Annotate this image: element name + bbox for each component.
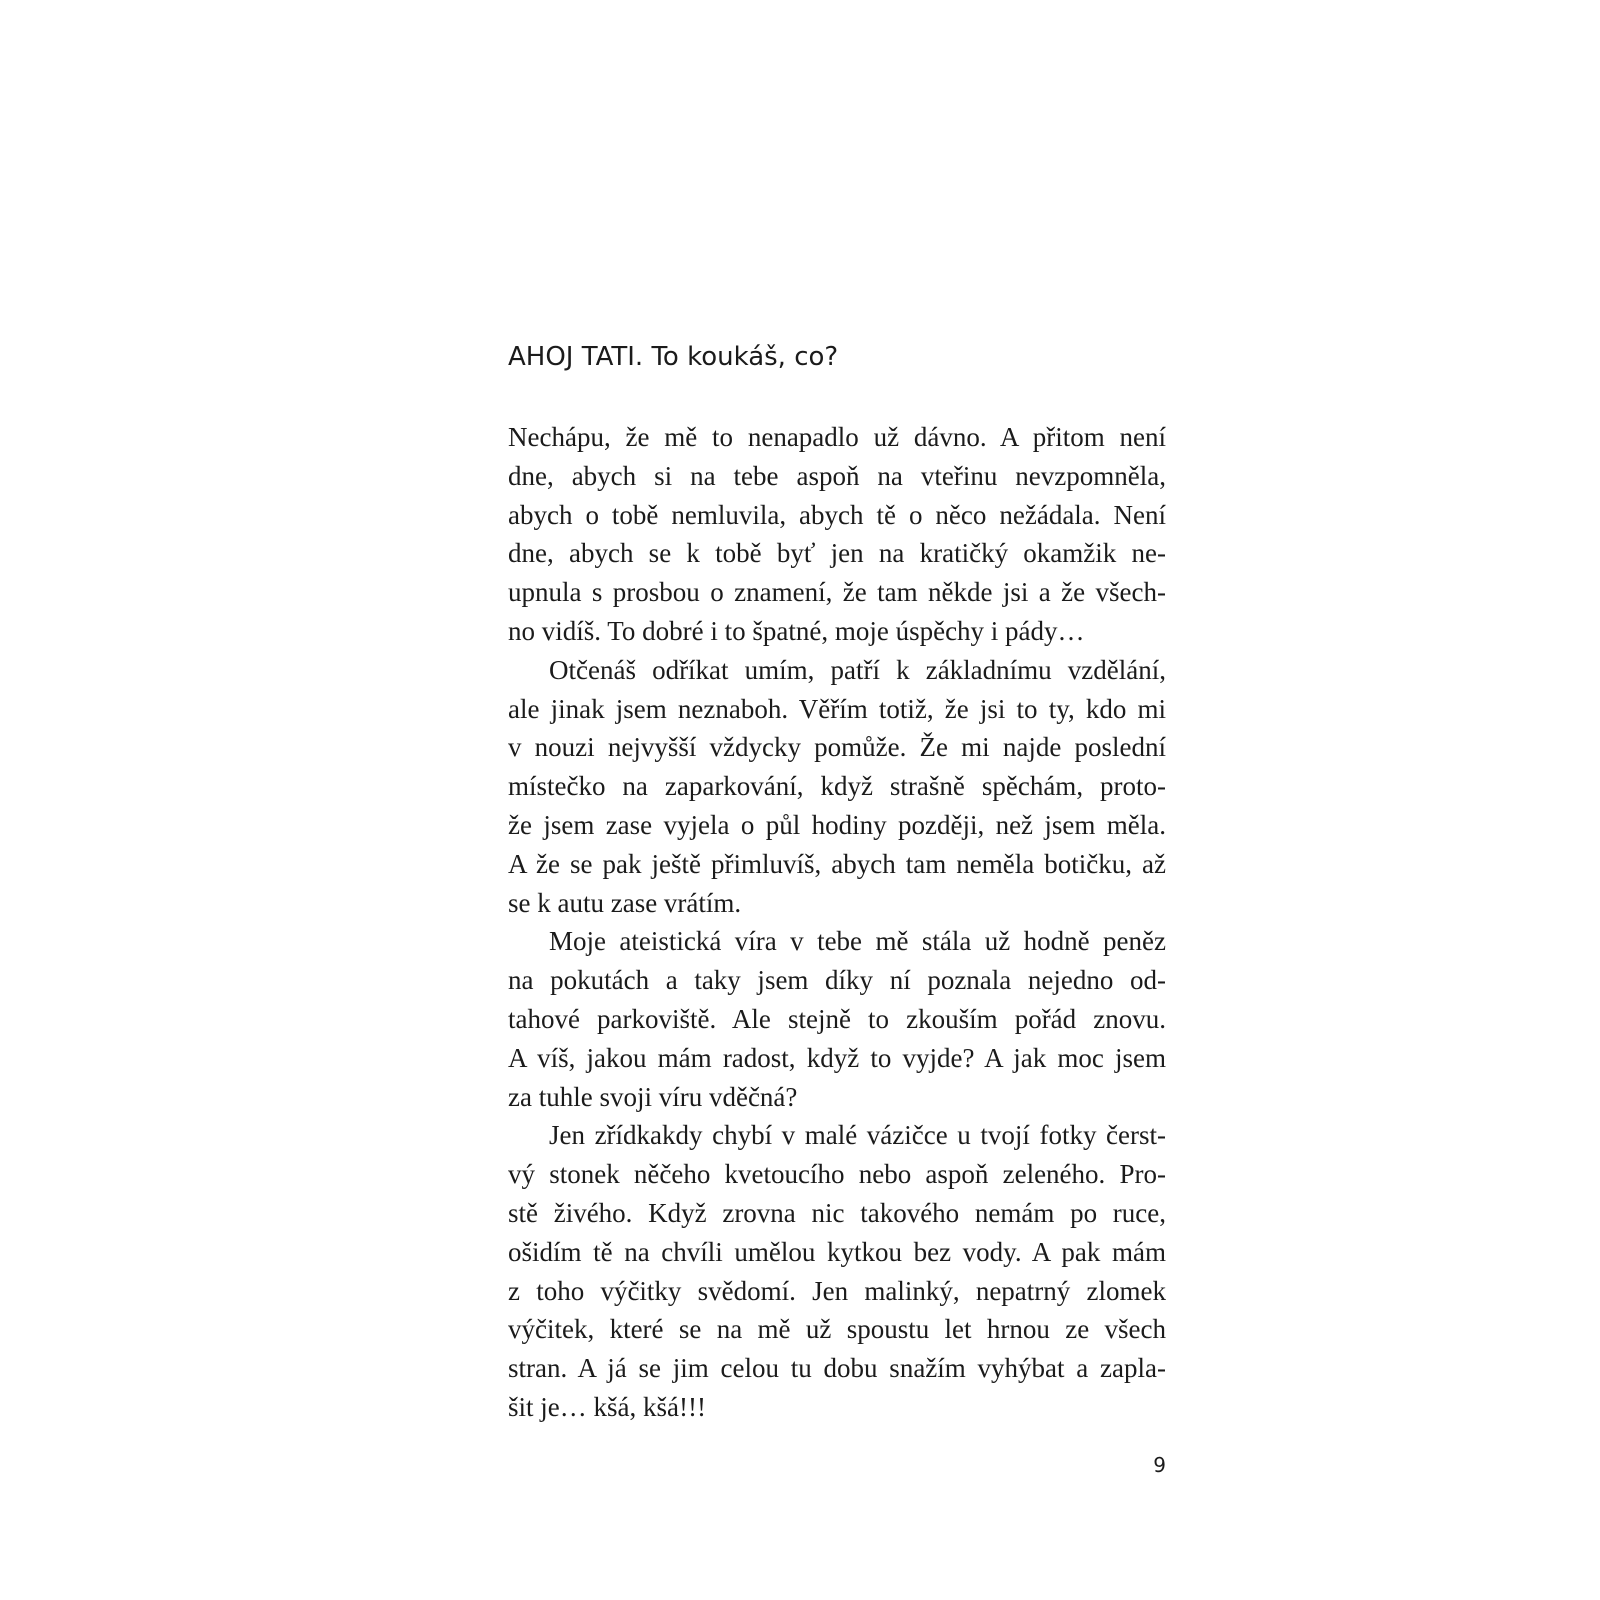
text-line: místečko na zaparkování, když strašně spěchám, proto- [508,771,1166,802]
text-line: šit je… kšá, kšá!!! [508,1391,706,1422]
text-line: výčitek, které se na mě už spoustu let hrnou ze všech [508,1314,1166,1345]
text-line: stran. A já se jim celou tu dobu snažím vyhýbat a zapla- [508,1353,1166,1384]
text-line: na pokutách a taky jsem díky ní poznala nejedno od- [508,965,1166,996]
text-line: tahové parkoviště. Ale stejně to zkouším pořád znovu. [508,1003,1166,1034]
body-text [508,418,1166,1427]
text-line: no vidíš. To dobré i to špatné, moje úspěchy i pády… [508,615,1085,646]
text-line: ošidím tě na chvíli umělou kytkou bez vody. A pak mám [508,1236,1166,1267]
text-line: Jen zřídkakdy chybí v malé vázičce u tvojí fotky čerst- [549,1120,1166,1151]
text-line: ale jinak jsem neznaboh. Věřím totiž, že jsi to ty, kdo mi [508,693,1166,724]
page-number: 9 [1153,1453,1166,1477]
text-line: Moje ateistická víra v tebe mě stála už hodně peněz [549,926,1166,957]
text-line: vý stonek něčeho kvetoucího nebo aspoň zeleného. Pro- [508,1159,1166,1190]
text-line: stě živého. Když zrovna nic takového nemám po ruce, [508,1197,1166,1228]
text-line: že jsem zase vyjela o půl hodiny později, než jsem měla. [508,809,1166,840]
text-line: dne, abych si na tebe aspoň na vteřinu nevzpomněla, [508,460,1166,491]
text-line: A víš, jakou mám radost, když to vyjde? A jak moc jsem [508,1042,1166,1073]
text-line: za tuhle svoji víru vděčná? [508,1081,798,1112]
text-line: z toho výčitky svědomí. Jen malinký, nepatrný zlomek [508,1275,1166,1306]
chapter-heading: AHOJ TATI. To koukáš, co? [508,342,839,372]
text-line: v nouzi nejvyšší vždycky pomůže. Že mi najde poslední [508,732,1166,763]
text-line: A že se pak ještě přimluvíš, abych tam neměla botičku, až [508,848,1166,879]
text-line: Nechápu, že mě to nenapadlo už dávno. A přitom není [508,422,1166,452]
text-line: Otčenáš odříkat umím, patří k základnímu vzdělání, [549,654,1166,685]
text-line: se k autu zase vrátím. [508,887,742,918]
text-line: dne, abych se k tobě byť jen na kratičký okamžik ne- [508,538,1166,569]
text-line: upnula s prosbou o znamení, že tam někde jsi a že všech- [508,577,1166,608]
text-line: abych o tobě nemluvila, abych tě o něco nežádala. Není [508,499,1166,530]
